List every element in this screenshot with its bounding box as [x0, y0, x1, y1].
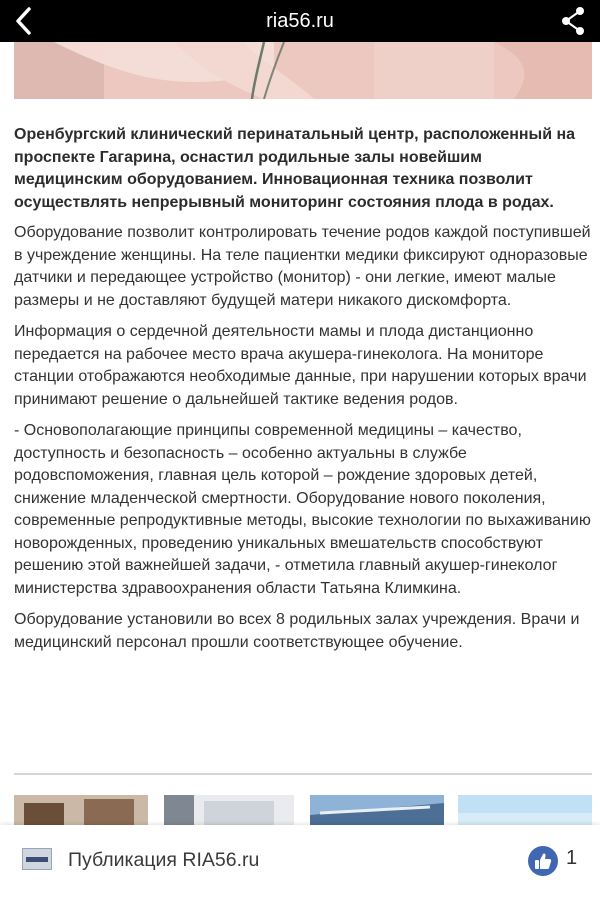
share-icon	[560, 6, 586, 36]
article-paragraph: Оборудование позволит контролировать течение родов каждой поступившей в учреждение женщины. На теле пациентки медики фиксируют одноразовые датчики и передающее устройство (монитор) - они легкие, имеют малые размеры и не доставляют будущей матери никакого дискомфорта.	[14, 224, 591, 309]
article-paragraph: - Основополагающие принципы современной медицины – качество, доступность и безопасность – особенно актуальны в службе родовспоможения, главная цель которой – рождение здоровых детей, снижение младенческой смертности. Оборудование нового поколения, современные репродуктивные методы, высокие технологии по выхаживанию новорожденных, проведению уникальных вмешательств способствуют решению этой важнейшей задачи, - отметила главный акушер-гинеколог министерства здравоохранения области Татьяна Климкина.	[14, 422, 591, 597]
related-thumbnails	[14, 795, 592, 825]
article-hero-image	[14, 42, 592, 99]
article-body	[14, 124, 592, 663]
related-thumbnail[interactable]	[164, 795, 294, 825]
hero-photo	[14, 42, 592, 99]
related-thumbnail[interactable]	[310, 795, 444, 825]
share-button[interactable]	[556, 4, 590, 38]
publication-footer	[0, 825, 600, 898]
publisher-logo	[22, 848, 52, 870]
thumbs-up-icon	[534, 852, 552, 870]
related-thumbnail[interactable]	[458, 795, 592, 825]
divider	[14, 773, 592, 775]
logo-bar	[26, 857, 48, 862]
site-domain: ria56.ru	[266, 10, 334, 32]
related-thumbnail[interactable]	[14, 795, 148, 825]
publication-link[interactable]: Публикация RIA56.ru	[68, 849, 260, 871]
like-count: 1	[566, 847, 578, 869]
article-lead: Оренбургский клинический перинатальный центр, расположенный на проспекте Гагарина, оснастил родильные залы новейшим медицинским оборудованием. Инновационная техника позволит осуществлять непрерывный мониторинг состояния плода в родах.	[14, 126, 576, 211]
like-button[interactable]	[528, 846, 558, 876]
top-bar	[0, 0, 600, 42]
article-paragraph: Оборудование установили во всех 8 родильных залах учреждения. Врачи и медицинский персонал прошли соответствующее обучение.	[14, 611, 580, 651]
article-paragraph: Информация о сердечной деятельности мамы и плода дистанционно передается на рабочее место врача акушера-гинеколога. На мониторе станции отображаются необходимые данные, при нарушении которых врачи принимают решение о дальнейшей тактике ведения родов.	[14, 323, 587, 408]
